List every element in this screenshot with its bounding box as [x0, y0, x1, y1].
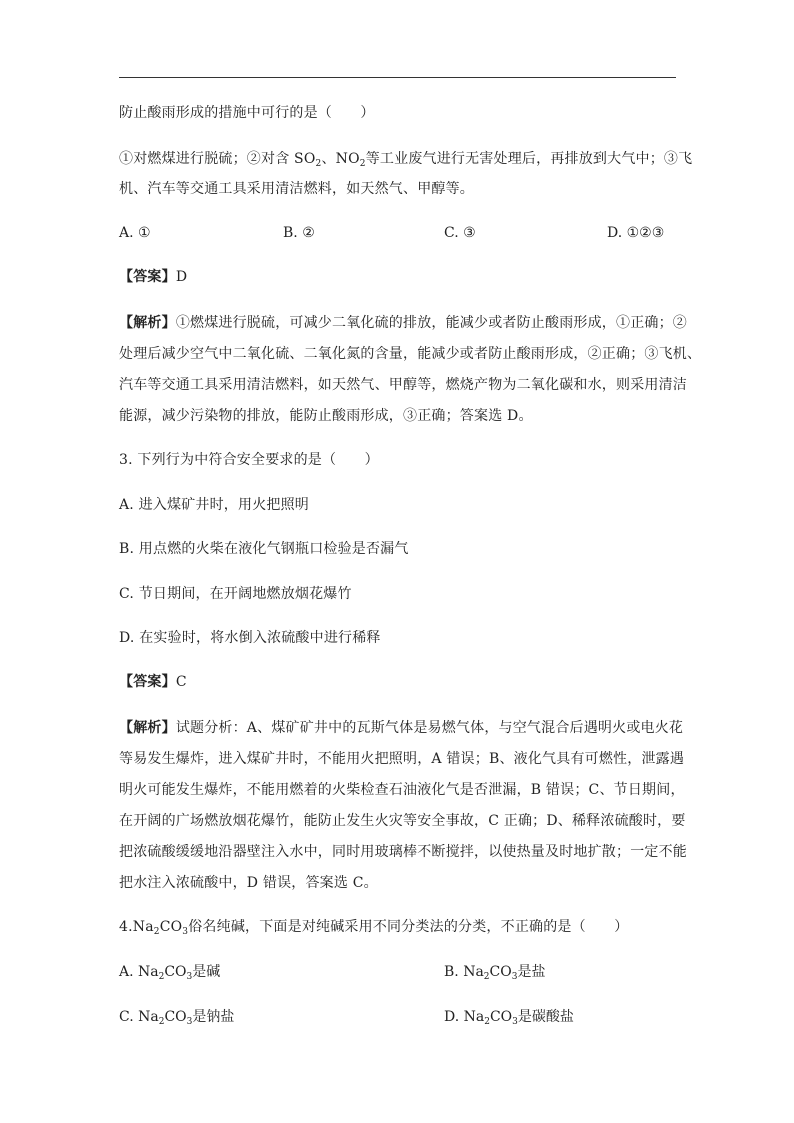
q2-stem-line2: 机、汽车等交通工具采用清洁燃料，如天然气、甲醇等。 [119, 181, 474, 197]
q3-answer [119, 673, 187, 691]
q3-option-d: D. 在实验时，将水倒入浓硫酸中进行稀释 [119, 630, 381, 646]
analysis-label: 【解析】 [119, 720, 176, 736]
q4-option-c: C. $Na_2CO_3$是钠盐 [119, 1009, 235, 1027]
q2-stem-line1: ①对燃煤进行脱硫；②对含 $SO_2$、$NO_2$等工业废气进行无害处理后，再排放到大气中；③飞 [119, 151, 693, 169]
answer-value: D [175, 269, 188, 285]
q3-analysis-line: 明火可能发生爆炸，不能用燃着的火柴检查石油液化气是否泄漏，B 错误；C、节日期间， [119, 782, 685, 798]
q3-option-c: C. 节日期间，在开阔地燃放烟花爆竹 [119, 586, 352, 602]
q2-option-c: C. ③ [444, 225, 476, 241]
q2-option-a: A. ① [119, 225, 151, 241]
q3-analysis-line: 把水注入浓硫酸中，D 错误，答案选 C。 [119, 875, 378, 891]
q4-option-b: B. $Na_2CO_3$是盐 [444, 964, 546, 982]
q3-analysis-line: 在开阔的广场燃放烟花爆竹，能防止发生火灾等安全事故，C 正确；D、稀释浓硫酸时，要 [119, 813, 686, 829]
q3-stem: 3. 下列行为中符合安全要求的是（ ） [119, 452, 379, 468]
header-rule [119, 77, 676, 78]
q4-option-d: D. $Na_2CO_3$是碳酸盐 [444, 1009, 574, 1027]
answer-label: 【答案】 [119, 269, 176, 285]
q2-stem: 防止酸雨形成的措施中可行的是（ ） [119, 105, 375, 121]
q2-answer [119, 268, 187, 286]
q3-option-a: A. 进入煤矿井时，用火把照明 [119, 497, 310, 513]
q3-analysis-line: 等易发生爆炸，进入煤矿井时，不能用火把照明，A 错误；B、液化气具有可燃性，泄露遇 [119, 751, 685, 767]
q4-option-a: A. $Na_2CO_3$是碱 [119, 964, 221, 982]
q3-analysis-line: 【解析】试题分析：A、煤矿矿井中的瓦斯气体是易燃气体，与空气混合后遇明火或电火花 [119, 720, 684, 736]
q2-analysis-line: 能源，减少污染物的排放，能防止酸雨形成，③正确；答案选 D。 [119, 408, 533, 424]
q2-analysis-line: 汽车等交通工具采用清洁燃料，如天然气、甲醇等，燃烧产物为二氧化碳和水，则采用清洁 [119, 377, 687, 393]
answer-value: C [175, 674, 187, 690]
q3-option-b: B. 用点燃的火柴在液化气钢瓶口检验是否漏气 [119, 541, 409, 557]
q2-option-b: B. ② [283, 225, 315, 241]
answer-label: 【答案】 [119, 674, 176, 690]
q3-analysis-line: 把浓硫酸缓缓地沿器壁注入水中，同时用玻璃棒不断搅拌，以使热量及时地扩散；一定不能 [119, 844, 687, 860]
q4-stem: $4.Na_2CO_3$俗名纯碱，下面是对纯碱采用不同分类法的分类，不正确的是（ ） [119, 919, 629, 937]
q2-analysis-line: 处理后减少空气中二氧化硫、二氧化氮的含量，能减少或者防止酸雨形成，②正确；③飞机、 [119, 346, 702, 362]
q2-analysis-line: 【解析】①燃煤进行脱硫，可减少二氧化硫的排放，能减少或者防止酸雨形成，①正确；② [119, 315, 688, 331]
q2-option-d: D. ①②③ [607, 225, 665, 241]
analysis-label: 【解析】 [119, 315, 176, 331]
